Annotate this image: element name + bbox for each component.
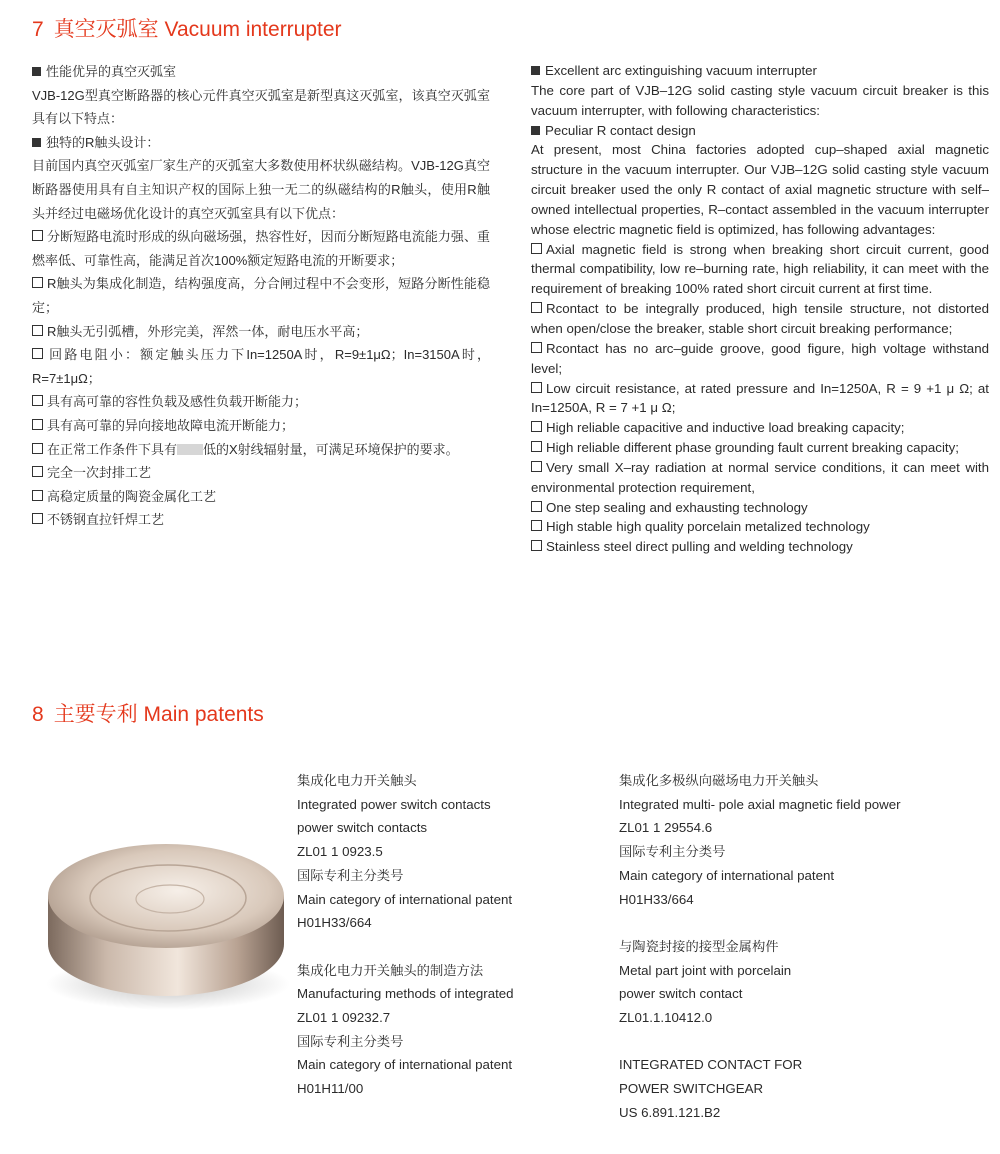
en-item: Rcontact to be integrally produced, high tensile structure, not distorted when open/close the breaker, stable short circuit breaking performance; <box>531 301 989 336</box>
en-item: Rcontact has no arc–guide groove, good figure, high voltage withstand level; <box>531 340 989 376</box>
checkbox-icon <box>531 302 542 313</box>
cn-item: 分断短路电流时形成的纵向磁场强，热容性好，因而分断短路电流能力强、重燃率低、可靠性高，能满足首次100%额定短路电流的开断要求； <box>32 229 490 268</box>
checkbox-icon <box>32 348 43 359</box>
patent-line: Integrated power switch contacts <box>297 796 491 812</box>
cn-item: R触头无引弧槽，外形完美，浑然一体，耐电压水平高； <box>32 320 490 344</box>
patent-line: 集成化多极纵向磁场电力开关触头 <box>619 773 819 788</box>
patent-entry <box>297 769 514 935</box>
contact-disc-image <box>40 826 292 1012</box>
section-7-title <box>32 17 342 43</box>
cn-heading-2: 独特的R触头设计： <box>32 131 490 155</box>
checkbox-icon <box>531 382 542 393</box>
patent-line: US 6.891.121.B2 <box>619 1104 721 1120</box>
section-8-number: 8 <box>32 703 44 726</box>
english-column <box>531 61 989 557</box>
en-item: One step sealing and exhausting technology <box>531 498 989 518</box>
cn-process-item: 完全一次封排工艺 <box>32 461 490 485</box>
en-heading-2: Peculiar R contact design <box>531 121 989 141</box>
cn-item: 回路电阻小：额定触头压力下In=1250A时，R=9±1μΩ；In=3150A时，R=7±1μΩ； <box>32 347 490 386</box>
checkbox-icon <box>32 277 43 288</box>
en-item: Very small X–ray radiation at normal service conditions, it can meet with environmental protection requirement, <box>531 459 989 495</box>
patent-entry <box>619 769 901 911</box>
square-bullet-icon <box>32 138 41 147</box>
checkbox-icon <box>531 342 542 353</box>
section-7-number: 7 <box>32 18 44 41</box>
patent-line: Main category of international patent <box>297 1057 513 1073</box>
en-intro: The core part of VJB–12G solid casting style vacuum circuit breaker is this vacuum interrupter, with following characteristics: <box>531 82 989 118</box>
patent-line: ZL01.1.10412.0 <box>619 1010 713 1026</box>
checkbox-icon <box>32 325 43 336</box>
patent-line: 国际专利主分类号 <box>619 844 726 860</box>
patent-line: Main category of international patent <box>619 867 835 883</box>
patent-line: ZL01 1 09232.7 <box>297 1010 391 1026</box>
en-item: Axial magnetic field is strong when breaking short circuit current, good thermal compatibility, low re–burning rate, high reliability, it can meet with the requirement of breaking 100% rated short circuit current at first time. <box>531 241 989 297</box>
patent-entry <box>619 935 901 1030</box>
chinese-column <box>32 60 490 532</box>
cn-item: 具有高可靠的容性负载及感性负载开断能力； <box>32 390 490 414</box>
checkbox-icon <box>32 490 43 501</box>
patents-column-left <box>297 769 514 1125</box>
en-item: Stainless steel direct pulling and welding technology <box>531 537 989 557</box>
en-item: High stable high quality porcelain metalized technology <box>531 517 989 537</box>
patent-line: Metal part joint with porcelain <box>619 962 792 978</box>
section-8-heading: 主要专利 Main patents <box>53 703 264 726</box>
patent-line: 国际专利主分类号 <box>297 1033 404 1049</box>
patent-line: ZL01 1 0923.5 <box>297 844 383 860</box>
patent-line: Integrated multi- pole axial magnetic field power <box>619 796 901 812</box>
cn-item: 具有高可靠的异向接地故障电流开断能力； <box>32 414 490 438</box>
checkbox-icon <box>531 540 542 551</box>
checkbox-icon <box>32 513 43 524</box>
patent-line: 与陶瓷封接的接型金属构件 <box>619 938 779 954</box>
patent-line: ZL01 1 29554.6 <box>619 820 713 836</box>
checkbox-icon <box>531 441 542 452</box>
checkbox-icon <box>531 421 542 432</box>
en-body: At present, most China factories adopted cup–shaped axial magnetic structure in the vacuum interrupter. Our VJB–12G solid casting style vacuum circuit breaker used the only R contact of axial magnetic structure with self–owned intellectual properties, R–contact assembled in the vacuum interrupter whose electric magnetic field is optimized, has following advantages: <box>531 142 989 237</box>
cn-body: 目前国内真空灭弧室厂家生产的灭弧室大多数使用杯状纵磁结构。VJB-12G真空断路器使用具有自主知识产权的国际上独一无二的纵磁结构的R触头，使用R触头并经过电磁场优化设计的真空灭弧室具有以下优点： <box>32 158 490 221</box>
checkbox-icon <box>32 466 43 477</box>
patent-line: Manufacturing methods of integrated <box>297 986 514 1002</box>
patent-line: 集成化电力开关触头的制造方法 <box>297 962 484 978</box>
checkbox-icon <box>32 230 43 241</box>
patent-line: H01H33/664 <box>297 915 372 931</box>
checkbox-icon <box>531 520 542 531</box>
square-bullet-icon <box>531 126 540 135</box>
en-heading-1: Excellent arc extinguishing vacuum interrupter <box>531 61 989 81</box>
redacted-mark <box>177 444 203 455</box>
patent-line: H01H33/664 <box>619 891 694 907</box>
square-bullet-icon <box>531 66 540 75</box>
patent-line: INTEGRATED CONTACT FOR <box>619 1057 803 1073</box>
cn-intro: VJB-12G型真空断路器的核心元件真空灭弧室是新型真这灭弧室，该真空灭弧室具有以下特点： <box>32 87 490 127</box>
cn-heading-1: 性能优异的真空灭弧室 <box>32 60 490 84</box>
cn-process-item: 不锈钢直拉钎焊工艺 <box>32 508 490 532</box>
patent-entry <box>619 1053 901 1124</box>
cn-item-xray: 在正常工作条件下具有 低的X射线辐射量，可满足环境保护的要求。 <box>32 438 490 462</box>
en-item: High reliable capacitive and inductive load breaking capacity; <box>531 418 989 438</box>
square-bullet-icon <box>32 67 41 76</box>
checkbox-icon <box>531 501 542 512</box>
section-8-title <box>32 702 264 728</box>
patent-line: Main category of international patent <box>297 891 513 907</box>
cn-process-item: 高稳定质量的陶瓷金属化工艺 <box>32 485 490 509</box>
checkbox-icon <box>32 419 43 430</box>
section-7-heading: 真空灭弧室 Vacuum interrupter <box>53 18 342 41</box>
patents-column-right <box>619 769 901 1148</box>
checkbox-icon <box>531 461 542 472</box>
cn-item: R触头为集成化制造，结构强度高，分合闸过程中不会变形，短路分断性能稳定； <box>32 276 490 315</box>
patent-entry <box>297 959 514 1101</box>
patent-line: POWER SWITCHGEAR <box>619 1081 764 1097</box>
patent-line: 集成化电力开关触头 <box>297 773 417 788</box>
en-item: Low circuit resistance, at rated pressure and In=1250A, R = 9 +1 μ Ω; at In=1250A, R = 7 +1 μ Ω; <box>531 380 989 416</box>
patent-line: power switch contact <box>619 986 743 1002</box>
checkbox-icon <box>531 243 542 254</box>
en-item: High reliable different phase grounding fault current breaking capacity; <box>531 438 989 458</box>
checkbox-icon <box>32 395 43 406</box>
checkbox-icon <box>32 443 43 454</box>
patent-line: 国际专利主分类号 <box>297 867 404 883</box>
patent-line: power switch contacts <box>297 820 428 836</box>
patent-line: H01H11/00 <box>297 1081 364 1097</box>
